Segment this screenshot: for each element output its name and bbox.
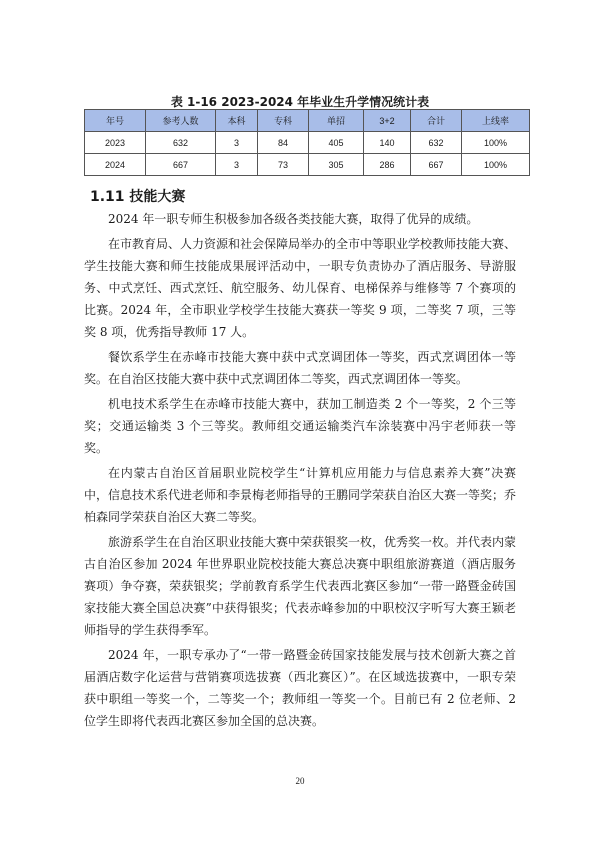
table-caption: 表 1-16 2023-2024 年毕业生升学情况统计表: [170, 95, 430, 109]
table-header-cell: 年号: [85, 110, 146, 132]
section-heading: 1.11 技能大赛: [90, 189, 186, 205]
table-cell: 140: [364, 132, 411, 154]
table-cell: 632: [411, 132, 462, 154]
table-header-row: [85, 110, 530, 132]
table-cell: 667: [146, 154, 216, 176]
table-cell: 305: [309, 154, 364, 176]
table-header-cell: 参考人数: [146, 110, 216, 132]
table-cell: 286: [364, 154, 411, 176]
section-body: [84, 208, 516, 735]
paragraph: 在市教育局、人力资源和社会保障局举办的全市中等职业学校教师技能大赛、学生技能大赛和师生技能成果展评活动中，一职专负责协办了酒店服务、导游服务、中式烹饪、西式烹饪、航空服务、幼儿保育、电梯保养与维修等 7 个赛项的比赛。2024 年，全市职业学校学生技能大赛获一等奖 9 项，二等奖 7 项，三等奖 8 项，优秀指导教师 17 人。: [84, 237, 517, 339]
table-cell: 667: [411, 154, 462, 176]
table-header-cell: 专科: [258, 110, 309, 132]
paragraph: 2024 年一职专师生积极参加各级各类技能大赛，取得了优异的成绩。: [108, 212, 479, 226]
page-number: 20: [295, 776, 305, 786]
graduate-stats-table: [84, 109, 530, 176]
paragraph: 机电技术系学生在赤峰市技能大赛中，获加工制造类 2 个一等奖，2 个三等奖；交通运输类 3 个三等奖。教师组交通运输类汽车涂装赛中冯宇老师获一等奖。: [84, 397, 516, 455]
table-header-cell: 合计: [411, 110, 462, 132]
table-cell: 405: [309, 132, 364, 154]
table-cell: 2024: [85, 154, 146, 176]
paragraph: 旅游系学生在自治区职业技能大赛中荣获银奖一枚，优秀奖一枚。并代表内蒙古自治区参加 2024 年世界职业院校技能大赛总决赛中职组旅游赛道（酒店服务赛项）争夺赛，荣获银奖；学前教育系学生代表西北赛区参加“一带一路暨金砖国家技能大赛全国总决赛”中获得银奖；代表赤峰参加的中职校汉字听写大赛王颖老师指导的学生获得季军。: [84, 535, 517, 637]
table-row: [85, 154, 530, 176]
table-row: [85, 132, 530, 154]
table-header-cell: 3+2: [364, 110, 411, 132]
paragraph: 2024 年，一职专承办了“一带一路暨金砖国家技能发展与技术创新大赛之首届酒店数字化运营与营销赛项选拔赛（西北赛区）”。在区域选拔赛中，一职专荣获中职组一等奖一个，二等奖一个；教师组一等奖一个。目前已有 2 位老师、2 位学生即将代表西北赛区参加全国的总决赛。: [84, 648, 516, 728]
table-cell: 3: [216, 154, 258, 176]
table-cell: 3: [216, 132, 258, 154]
table-cell: 632: [146, 132, 216, 154]
table-cell: 100%: [462, 132, 530, 154]
paragraph: 餐饮系学生在赤峰市技能大赛中获中式烹调团体一等奖，西式烹调团体一等奖。在自治区技能大赛中获中式烹调团体二等奖，西式烹调团体一等奖。: [84, 350, 516, 386]
table-header-cell: 上线率: [462, 110, 530, 132]
table-cell: 2023: [85, 132, 146, 154]
paragraph: 在内蒙古自治区首届职业院校学生“计算机应用能力与信息素养大赛”决赛中，信息技术系代进老师和李景梅老师指导的王鹏同学荣获自治区大赛一等奖；乔柏森同学荣获自治区大赛二等奖。: [84, 466, 517, 524]
table-cell: 73: [258, 154, 309, 176]
table-cell: 100%: [462, 154, 530, 176]
table-cell: 84: [258, 132, 309, 154]
table-header-cell: 本科: [216, 110, 258, 132]
table-header-cell: 单招: [309, 110, 364, 132]
